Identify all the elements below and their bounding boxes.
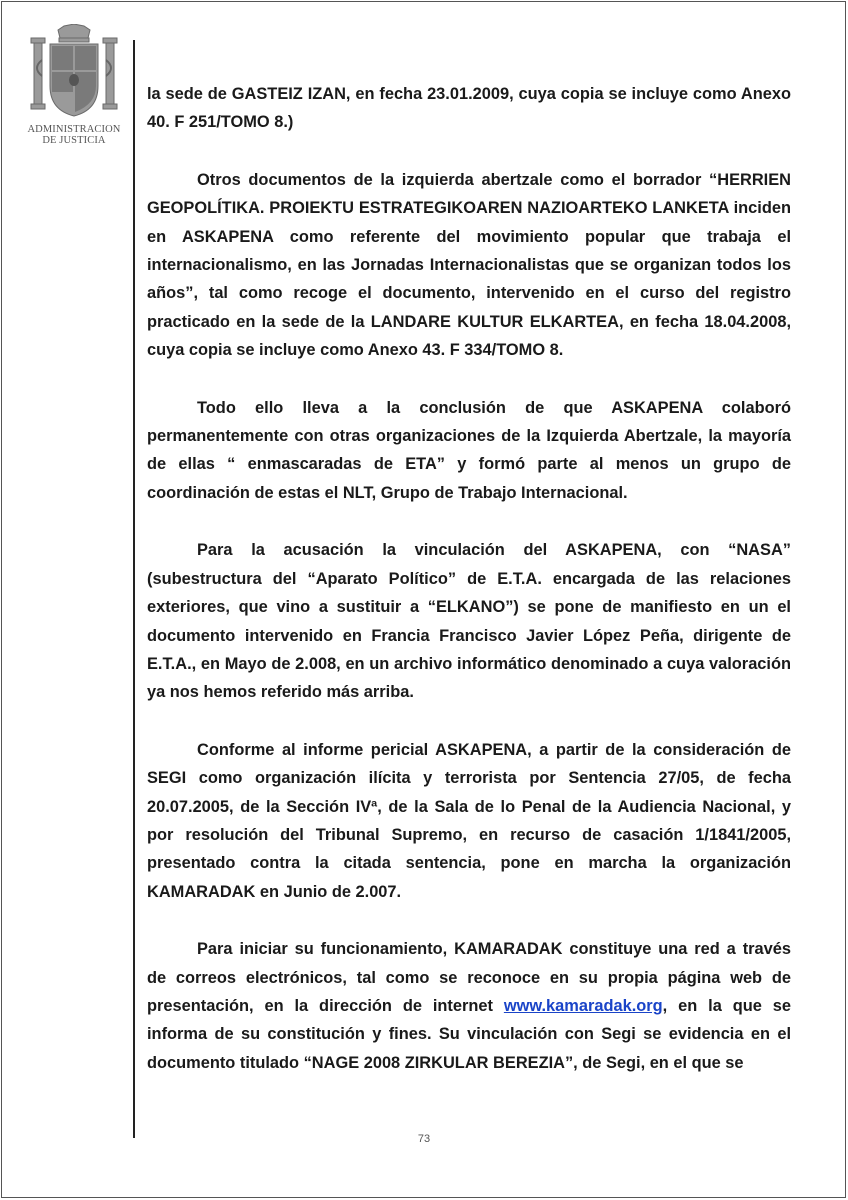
crest-label-line1: ADMINISTRACION <box>27 124 121 135</box>
paragraph-text: , en la que se informa de su constitución y fines. Su vinculación con Segi se evidencia en el documento titulado “NAGE 2008 ZIRKULAR BEREZIA”, de Segi, en el que se <box>147 996 791 1072</box>
kamaradak-link[interactable]: www.kamaradak.org <box>503 996 663 1015</box>
paragraph: Conforme al informe pericial ASKAPENA, a partir de la consideración de SEGI como organización ilícita y terrorista por Sentencia 27/05, de fecha 20.07.2005, de la Sección IVª, de la Sala de lo Penal de la Audiencia Nacional, y por resolución del Tribunal Supremo, en recurso de casación 1/1841/2005, presentado contra la citada sentencia, pone en marcha la organización KAMARADAK en Junio de 2.007. <box>147 740 791 901</box>
paragraph: Para la acusación la vinculación del ASKAPENA, con “NASA” (subestructura del “Aparato Político” de E.T.A. encargada de las relaciones exteriores, que vino a sustituir a “ELKANO”) se pone de manifiesto en un el documento intervenido en Francia Francisco Javier López Peña, dirigente de E.T.A., en Mayo de 2.008, en un archivo informático denominado a cuya valoración ya nos hemos referido más arriba. <box>147 541 791 702</box>
paragraph: Todo ello lleva a la conclusión de que ASKAPENA colaboró permanentemente con otras organizaciones de la Izquierda Abertzale, la mayoría de ellas “ enmascaradas de ETA” y formó parte al menos un grupo de coordinación de estas el NLT, Grupo de Trabajo Internacional. <box>147 398 791 502</box>
court-crest <box>24 24 124 152</box>
crest-label-line2: DE JUSTICIA <box>42 135 106 146</box>
coat-of-arms-icon <box>28 24 120 122</box>
document-body <box>147 80 791 1106</box>
paragraph: la sede de GASTEIZ IZAN, en fecha 23.01.2009, cuya copia se incluye como Anexo 40. F 251/TOMO 8.) <box>147 85 791 132</box>
paragraph <box>147 935 791 1077</box>
paragraph-text: Para iniciar su funcionamiento, KAMARADAK constituye una red a través de correos electrónicos, tal como se reconoce en su propia página web de presentación, en la dirección de internet <box>147 940 791 1015</box>
page-number: 73 <box>417 1133 431 1145</box>
margin-rule <box>133 40 135 1138</box>
paragraph: Otros documentos de la izquierda abertzale como el borrador “HERRIEN GEOPOLÍTIKA. PROIEKTU ESTRATEGIKOAREN NAZIOARTEKO LANKETA inciden en ASKAPENA como referente del movimiento popular que trabaja el internacionalismo, en las Jornadas Internacionalistas que se organizan todos los años”, tal como recoge el documento, intervenido en el curso del registro practicado en la sede de la LANDARE KULTUR ELKARTEA, en fecha 18.04.2008, cuya copia se incluye como Anexo 43. F 334/TOMO 8. <box>147 170 791 360</box>
